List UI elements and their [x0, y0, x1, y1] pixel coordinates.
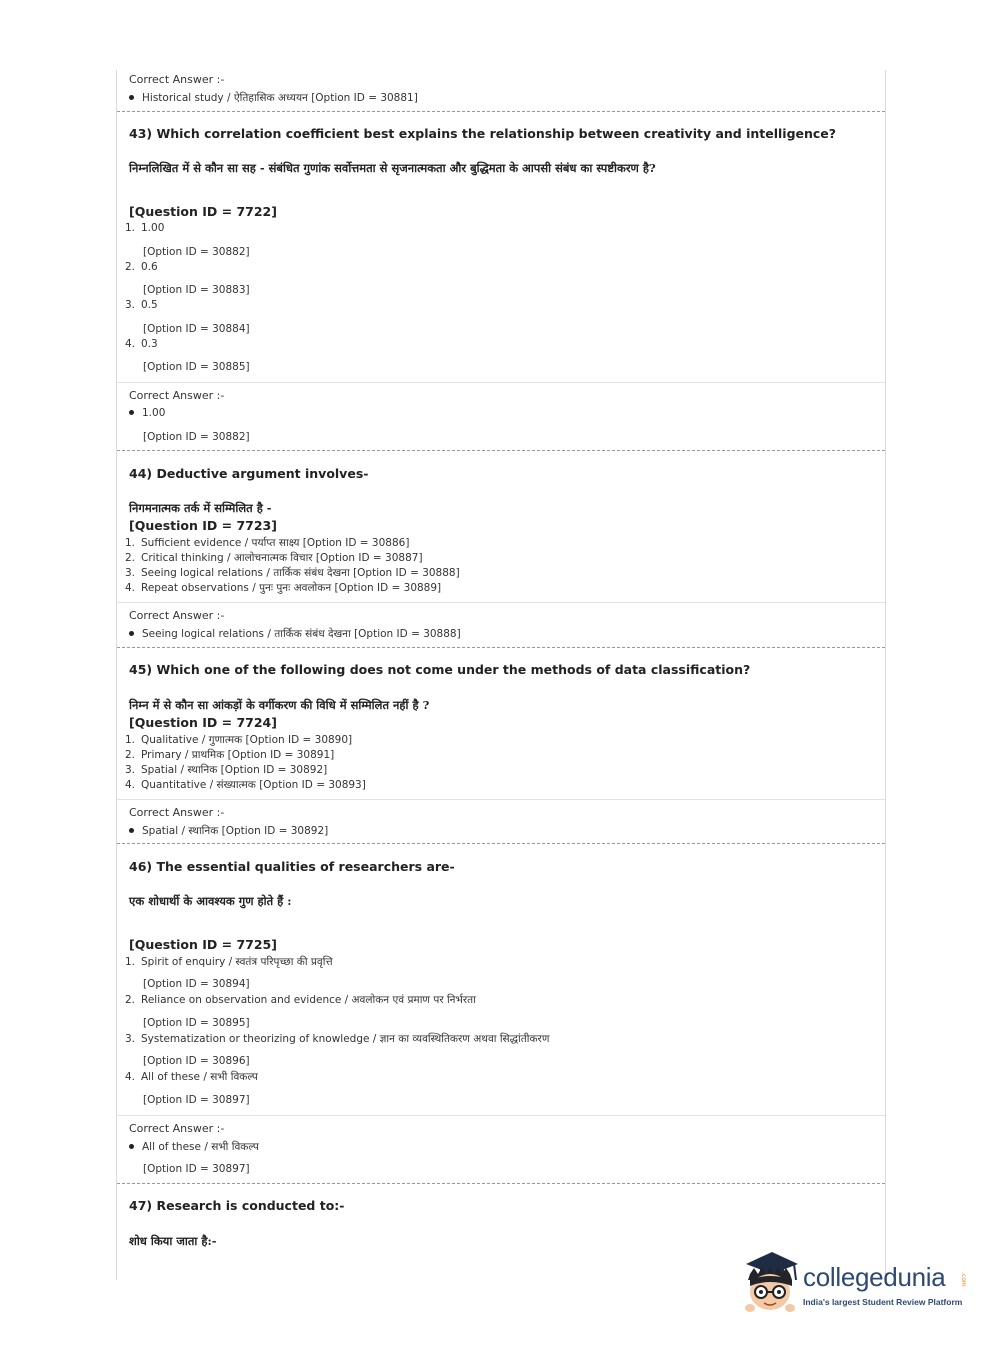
option-item: 1. Qualitative / गुणात्मक [Option ID = 30890]	[125, 734, 353, 746]
correct-answer-item: Historical study / ऐतिहासिक अध्ययन [Option ID = 30881]	[129, 91, 418, 105]
correct-answer-label: Correct Answer :-	[129, 1122, 225, 1135]
logo-tagline: India's largest Student Review Platform	[803, 1297, 963, 1307]
question-hindi-46: एक शोधार्थी के आवश्यक गुण होते हैं :	[129, 894, 292, 908]
correct-answer-item: All of these / सभी विकल्प	[129, 1140, 259, 1154]
option-item: 4. All of these / सभी विकल्प	[125, 1071, 258, 1083]
question-heading-44: 44) Deductive argument involves-	[129, 466, 369, 481]
option-item: 3. Systematization or theorizing of knowledge / ज्ञान का व्यवस्थितिकरण अथवा सिद्धांतीकरण	[125, 1033, 550, 1045]
option-item: 3. 0.5	[125, 299, 158, 311]
option-item: 1. Sufficient evidence / पर्याप्त साक्ष्य [Option ID = 30886]	[125, 537, 410, 549]
option-item: 2. Primary / प्राथमिक [Option ID = 30891]	[125, 749, 335, 761]
question-heading-47: 47) Research is conducted to:-	[129, 1198, 345, 1213]
question-divider	[117, 450, 885, 451]
option-item: 2. Critical thinking / आलोचनात्मक विचार [Option ID = 30887]	[125, 552, 423, 564]
option-item: 1. 1.00	[125, 222, 165, 234]
question-id-45: [Question ID = 7724]	[129, 715, 277, 730]
correct-answer-label: Correct Answer :-	[129, 73, 225, 86]
mascot-icon	[742, 1250, 802, 1318]
option-item: 4. 0.3	[125, 338, 158, 350]
question-divider	[117, 111, 885, 112]
option-id: [Option ID = 30896]	[143, 1055, 250, 1067]
option-id: [Option ID = 30895]	[143, 1017, 250, 1029]
correct-answer-label: Correct Answer :-	[129, 389, 225, 402]
logo-brand-text: collegedunia	[803, 1262, 946, 1292]
answer-divider	[117, 799, 885, 800]
option-id: [Option ID = 30884]	[143, 323, 250, 335]
correct-answer-label: Correct Answer :-	[129, 609, 225, 622]
correct-answer-item: 1.00	[129, 407, 165, 419]
correct-answer-item: Spatial / स्थानिक [Option ID = 30892]	[129, 824, 328, 838]
option-item: 2. 0.6	[125, 261, 158, 273]
option-id: [Option ID = 30897]	[143, 1094, 250, 1106]
answer-divider	[117, 602, 885, 603]
question-hindi-44: निगमनात्मक तर्क में सम्मिलित है -	[129, 501, 272, 515]
question-id-46: [Question ID = 7725]	[129, 937, 277, 952]
answer-divider	[117, 382, 885, 383]
collegedunia-logo[interactable]	[742, 1250, 972, 1320]
question-hindi-45: निम्न में से कौन सा आंकड़ों के वर्गीकरण की विधि में सम्मिलित नहीं है ?	[129, 698, 430, 712]
answer-divider	[117, 1115, 885, 1116]
option-item: 4. Quantitative / संख्यात्मक [Option ID = 30893]	[125, 779, 366, 791]
logo-tld: .com	[960, 1272, 967, 1287]
document-frame	[116, 70, 886, 1280]
option-id: [Option ID = 30883]	[143, 284, 250, 296]
question-id-44: [Question ID = 7723]	[129, 518, 277, 533]
question-divider	[117, 647, 885, 648]
option-item: 1. Spirit of enquiry / स्वतंत्र परिपृच्छा की प्रवृत्ति	[125, 956, 333, 968]
option-id: [Option ID = 30885]	[143, 361, 250, 373]
correct-answer-option-id: [Option ID = 30882]	[143, 431, 250, 443]
question-heading-43: 43) Which correlation coefficient best explains the relationship between creativity and intelligence?	[129, 126, 837, 141]
option-item: 2. Reliance on observation and evidence / अवलोकन एवं प्रमाण पर निर्भरता	[125, 994, 476, 1006]
question-divider	[117, 843, 885, 844]
correct-answer-item: Seeing logical relations / तार्किक संबंध देखना [Option ID = 30888]	[129, 627, 461, 641]
option-id: [Option ID = 30894]	[143, 978, 250, 990]
question-hindi-43: निम्नलिखित में से कौन सा सह - संबंधित गुणांक सर्वोत्तमता से सृजनात्मकता और बुद्धिमता के आपसी संबंध का स्पष्टीकरण है?	[129, 161, 656, 175]
question-id-43: [Question ID = 7722]	[129, 204, 277, 219]
option-item: 3. Spatial / स्थानिक [Option ID = 30892]	[125, 764, 328, 776]
question-divider	[117, 1183, 885, 1184]
option-id: [Option ID = 30882]	[143, 246, 250, 258]
option-item: 4. Repeat observations / पुनः पुनः अवलोकन [Option ID = 30889]	[125, 582, 442, 594]
question-hindi-47: शोध किया जाता है:-	[129, 1234, 217, 1248]
correct-answer-label: Correct Answer :-	[129, 806, 225, 819]
correct-answer-option-id: [Option ID = 30897]	[143, 1163, 250, 1175]
option-item: 3. Seeing logical relations / तार्किक संबंध देखना [Option ID = 30888]	[125, 567, 460, 579]
question-heading-46: 46) The essential qualities of researchers are-	[129, 859, 455, 874]
question-heading-45: 45) Which one of the following does not come under the methods of data classification?	[129, 662, 751, 677]
